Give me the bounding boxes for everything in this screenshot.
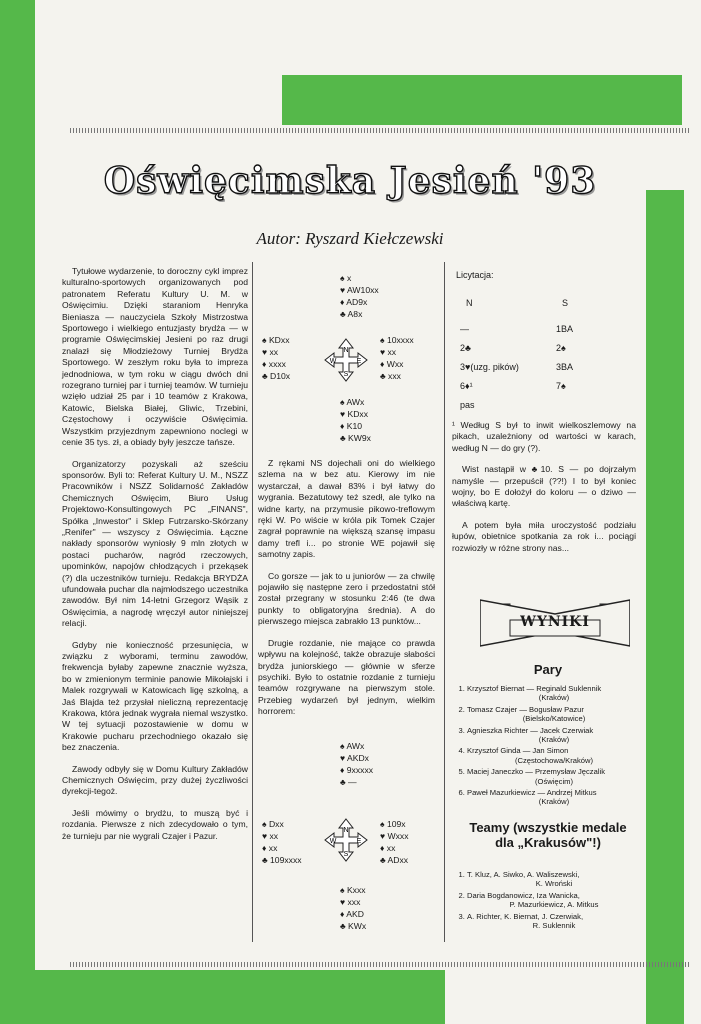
footnote: ¹ Według S był to inwit wielkoszlemowy na pikach, uzależniony od wartości w karach, według N — do gry (?).: [452, 420, 636, 453]
pary-list: [455, 684, 641, 809]
deal2-north: ♠ AWx ♥ AKDx ♦ 9xxxxx ♣ —: [340, 741, 374, 787]
pary-heading: Pary: [533, 662, 563, 677]
green-bar-left: [0, 0, 35, 1024]
bidding-header-n: N: [466, 298, 473, 308]
green-bar-top: [282, 75, 682, 125]
paragraph: Gdyby nie konieczność przesunięcia, w związku z wyborami, terminu zawodów, frekwencja byłaby zapewne znacznie wyższa, bo w zmienionym terminie panowie Mikołajski i Malek rozgrywali w Katowicach ligę szkolną, a Jaś Blajda też przysłał nieliczną reprezentację Krakowa, która jednak wygrała niemal wszystko. W tej sytuacji pozostawienie w domu w Krakowie pucharu przechodniego okazało się bez znaczenia.: [62, 639, 248, 753]
paragraph: Tytułowe wydarzenie, to doroczny cykl imprez kulturalno-sportowych organizowanych pod patronatem Referatu Kultury U. M. w Oświęcimiu. Dzięki staraniom Henryka Bieniasza — nauczyciela Szkoły Mistrzostwa Sportowego i wielkiego entuzjasty brydża — w programie Oświęcimskiej Jesieni po raz drugi znalazł się Młodzieżowy Turniej Brydża Sportowego. W zeszłym roku była to impreza jednodniowa, w tym roku w ciągu dwóch dni rozegrano turniej par i turniej teamów. W turnieju wzięło udział 25 par i 10 teamów z Krakowa, Katowic, Bielska Białej, Gliwic, Trzebini, Częstochowy i oczywiście Oświęcimia. Wszystkim przyjezdnym zapewniono noclegi w cenie 35 tys. zł, a obiady były jeszcze tańsze.: [62, 266, 248, 448]
deal1-south: ♠ AWx ♥ KDxx ♦ K10 ♣ KW9x: [340, 397, 371, 443]
list-item: 1. T. Kluz, A. Siwko, A. Waliszewski, K. Wroński: [467, 870, 641, 889]
page-title: Oświęcimska Jesień '93: [103, 160, 597, 202]
column-3: [452, 420, 636, 564]
column-1: [62, 266, 248, 852]
list-item: 2. Daria Bogdanowicz, Iza Wanicka, P. Mazurkiewicz, A. Mitkus: [467, 891, 641, 910]
paragraph: Z rękami NS dojechali oni do wielkiego szlema na w bez atu. Kierowy im nie wystarczał, a dawał 83% i był łatwy do wygrania. Bezatutowy też szedł, ale tylko na widne karty, na przymusie pikowo-treflowym ręki W. Po wiście w króla pik Tomek Czajer zagrał poprawnie na większą szansę impasu damy trefl i... po stronie WE pojawił się samotny zapis.: [258, 458, 435, 560]
bidding-label: Licytacja:: [456, 270, 494, 280]
results-banner: [480, 594, 630, 650]
paragraph: A potem była miła uroczystość podziału łupów, obietnice spotkania za rok i... pociągi rozwiozły w różne strony nas...: [452, 519, 636, 553]
list-item: 3. A. Richter, K. Biernat, J. Czerwiak, R. Suklennik: [467, 912, 641, 931]
compass-s: S: [343, 371, 349, 378]
compass-rose-icon: [324, 338, 368, 382]
list-item: 5. Maciej Janeczko — Przemysław Jęczalik (Oświęcim): [467, 767, 641, 786]
column-divider-1: [252, 262, 253, 942]
bidding-s: 1BA 2♠ 3BA 7♠: [556, 324, 574, 391]
paragraph: Co gorsze — jak to u juniorów — za chwilę pojawiło się następne zero i przedostatni stół został przegrany w stosunku 2:46 (te dwa punkty to obligatoryjna średnia). A do pierwszego miejsca zabrakło 13 punktów...: [258, 570, 435, 627]
compass-e: E: [356, 838, 362, 845]
paragraph: Organizatorzy pozyskali aż sześciu sponsorów. Byli to: Referat Kultury U. M., NSZZ Pracowników i NSZZ Solidarność Zakładów Chemicznych Oświęcim, Biuro Usług Projektowo-Konsultingowych PC „FINANS", Spółka „Inwestor" i Sklep Futrzarsko-Skórzany „Renifer" — wszyscy z Oświęcimia. Łączne nakłady sponsorów wyniosły 9 mln złotych w postaci pucharów, nagród rzeczowych, upominków, napojów chłodzących i przekąsek (?) dla uczestników turnieju. Redakcja BRYDŻA ufundowała puchar dla najmłodszego uczestnika zawodów. Był nim 14-letni Grzegorz Wąsik z Oświęcimia, a nagrodę wręczył autor niniejszej relacji.: [62, 458, 248, 629]
deal2-west: ♠ Dxx ♥ xx ♦ xx ♣ 109xxxx: [262, 819, 302, 865]
deal2-south: ♠ Kxxx ♥ xxx ♦ AKD ♣ KWx: [340, 885, 367, 931]
deal1-east: ♠ 10xxxx ♥ xx ♦ Wxx ♣ xxx: [380, 335, 414, 381]
list-item: 4. Krzysztof Ginda — Jan Simon (Częstochowa/Kraków): [467, 746, 641, 765]
deal1-north: ♠ x ♥ AW10xx ♦ AD9x ♣ A8x: [340, 273, 379, 319]
paragraph: Jeśli mówimy o brydżu, to muszą być i rozdania. Pierwsze z nich zdecydowało o tym, że turnieju par nie wygrali Czajer i Pazur.: [62, 807, 248, 841]
paragraph: Wist nastąpił w ♣10. S — po dojrzałym namyśle — przepuścił (??!) I to był koniec wojny, bo E dołożył do koloru — o dziwo — właściwą kartę.: [452, 464, 636, 509]
list-item: 1. Krzysztof Biernat — Reginald Suklennik (Kraków): [467, 684, 641, 703]
bidding-n: — 2♣ 3♥(uzg. pików) 6♦¹ pas: [460, 324, 519, 410]
compass-s: S: [343, 851, 349, 858]
results-banner-text: WYNIKI: [520, 614, 590, 630]
teamy-heading: Teamy (wszystkie medale dla „Krakusów"!): [469, 820, 627, 850]
paragraph: Zawody odbyły się w Domu Kultury Zakładów Chemicznych Oświęcim, przy dużej życzliwości dyrekcji-tegoż.: [62, 763, 248, 797]
column-2: [258, 458, 435, 728]
list-item: 3. Agnieszka Richter — Jacek Czerwiak (Kraków): [467, 726, 641, 745]
list-item: 2. Tomasz Czajer — Bogusław Pazur (Bielsko/Katowice): [467, 705, 641, 724]
paragraph: Drugie rozdanie, nie mające co prawda wpływu na kolejność, także obrazuje słabości brydża juniorskiego — głównie w sferze psychiki. Było to ostatnie rozdanie z turnieju teamów rozgrywane na pierwszym stole. Przebieg wydarzeń był jednym, wielkim horrorem:: [258, 637, 435, 717]
deal2-east: ♠ 109x ♥ Wxxx ♦ xx ♣ ADxx: [380, 819, 409, 865]
compass-rose-icon: [324, 818, 368, 862]
compass-e: E: [356, 358, 362, 365]
compass-n: N: [343, 827, 349, 834]
deal1-west: ♠ KDxx ♥ xx ♦ xxxx ♣ D10x: [262, 335, 291, 381]
hatch-rule-top: [70, 128, 690, 133]
bidding-header-s: S: [562, 298, 569, 308]
compass-w: W: [329, 838, 337, 845]
teamy-list: [455, 870, 641, 932]
compass-w: W: [329, 358, 337, 365]
column-divider-2: [444, 262, 445, 942]
list-item: 6. Paweł Mazurkiewicz — Andrzej Mitkus (Kraków): [467, 788, 641, 807]
green-bar-bottom: [35, 970, 445, 1024]
hatch-rule-bottom: [70, 962, 690, 967]
compass-n: N: [343, 347, 349, 354]
author-line: Autor: Ryszard Kiełczewski: [256, 229, 444, 248]
green-bar-right: [646, 190, 684, 1024]
